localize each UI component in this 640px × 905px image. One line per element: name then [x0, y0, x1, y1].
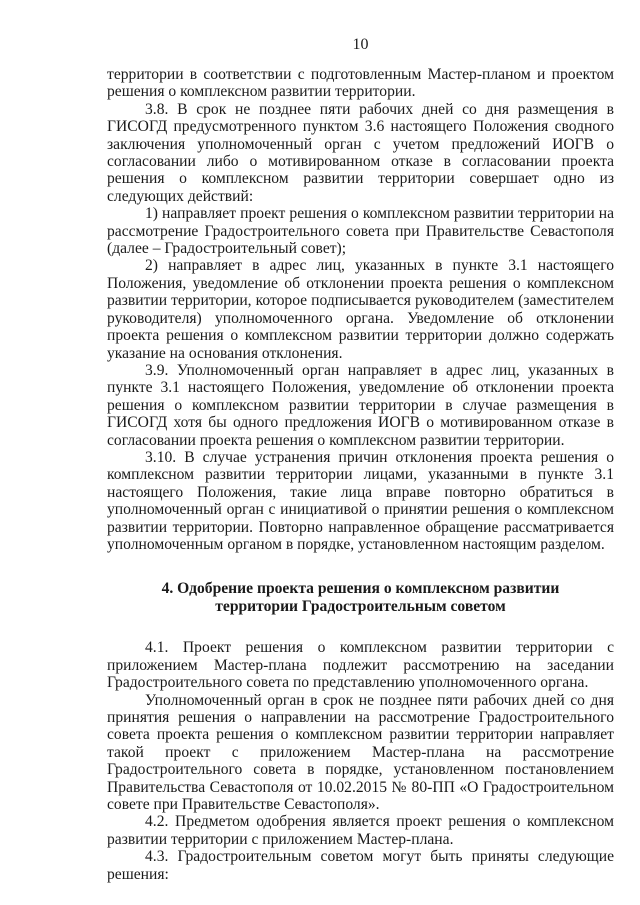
paragraph-4-3: 4.3. Градостроительным советом могут быть приняты следующие решения: [107, 848, 614, 883]
paragraph-3-8: 3.8. В срок не позднее пяти рабочих дней со дня размещения в ГИСОГД предусмотренного пунктом 3.6 настоящего Положения сводного заключения уполномоченный орган с учетом предложений ИОГВ о согласовании либо о мотивированном отказе в согласовании проекта решения о комплексном развитии территории совершает одно из следующих действий: [107, 100, 614, 205]
paragraph-3-10: 3.10. В случае устранения причин отклонения проекта решения о комплексном развитии территории лицами, указанными в пункте 3.1 настоящего Положения, такие лица вправе повторно обратиться в уполномоченный орган с инициативой о принятии решения о комплексном развитии территории. Повторно направленное обращение рассматривается уполномоченным органом в порядке, установленном настоящим разделом. [107, 448, 614, 553]
paragraph-4-2: 4.2. Предметом одобрения является проект решения о комплексном развитии территории с приложением Мастер-плана. [107, 813, 614, 848]
paragraph-3-8-item-1: 1) направляет проект решения о комплексном развитии территории на рассмотрение Градостроительного совета при Правительстве Севастополя (далее – Градостроительный совет); [107, 205, 614, 258]
section-4-heading-line-2: территории Градостроительным советом [215, 598, 506, 616]
document-body [107, 66, 614, 883]
section-4-heading [107, 580, 614, 616]
paragraph-3-8-item-2: 2) направляет в адрес лиц, указанных в пункте 3.1 настоящего Положения, уведомление об отклонении проекта решения о комплексном развитии территории, которое подписывается руководителем (заместителем руководителя) уполномоченного органа. Уведомление об отклонении проекта решения о комплексном развитии территории должно содержать указание на основания отклонения. [107, 257, 614, 362]
page-number: 10 [352, 36, 369, 53]
paragraph-continuation: территории в соответствии с подготовленным Мастер-планом и проектом решения о комплексном развитии территории. [107, 66, 614, 101]
paragraph-3-9: 3.9. Уполномоченный орган направляет в адрес лиц, указанных в пункте 3.1 настоящего Положения, уведомление об отклонении проекта решения о комплексном развитии территории в случае размещения в ГИСОГД хотя бы одного предложения ИОГВ о мотивированном отказе в согласовании проекта решения о комплексном развитии территории. [107, 361, 614, 449]
paragraph-4-1: 4.1. Проект решения о комплексном развитии территории с приложением Мастер-плана подлежит рассмотрению на заседании Градостроительного совета по представлению уполномоченного органа. [107, 639, 614, 692]
paragraph-4-1-continued: Уполномоченный орган в срок не позднее пяти рабочих дней со дня принятия решения о направлении на рассмотрение Градостроительного совета проекта решения о комплексном развитии территории направляет такой проект с приложением Мастер-плана на рассмотрение Градостроительного совета в порядке, установленном постановлением Правительства Севастополя от 10.02.2015 № 80-ПП «О Градостроительном совете при Правительстве Севастополя». [107, 691, 614, 814]
section-4-heading-line-1: 4. Одобрение проекта решения о комплексном развитии [161, 580, 560, 598]
